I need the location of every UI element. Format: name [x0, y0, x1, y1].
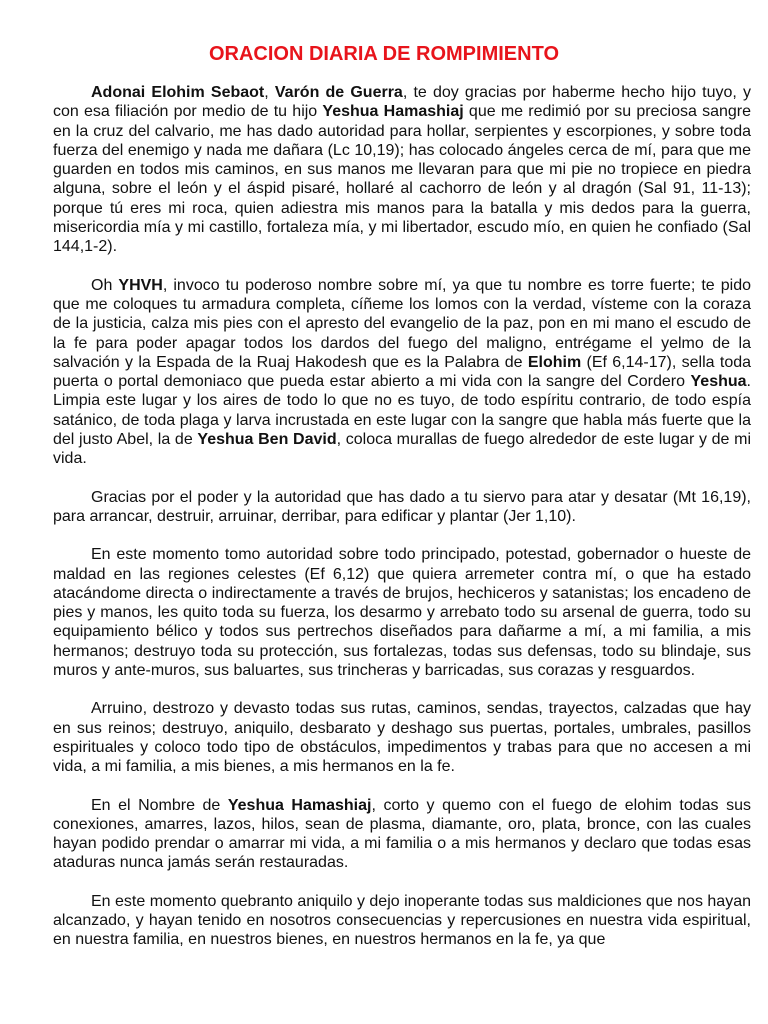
text-run: , invoco tu poderoso nombre sobre mí, ya que tu nombre es torre fuerte; te pido que me coloques tu armadura completa, cíñeme los lomos con la verdad, vísteme con la coraza de la justicia, calza mis pies con el apresto del evangelio de la paz, pon en mi mano el escudo de la fe para poder apagar todos los dardos del fuego del maligno, entrégame el yelmo de la salvación y la Espada de la Ruaj Hakodesh que es la Palabra de [53, 276, 751, 371]
paragraph-5 [53, 699, 751, 776]
text-run: (Ef 6,14-17), sella toda puerta o portal demoniaco que pueda estar abierto a mi vida con la sangre del Cordero [53, 353, 752, 391]
bold-phrase: Yeshua [690, 373, 747, 391]
bold-phrase: Yeshua Hamashiaj [227, 796, 372, 814]
paragraph-2 [53, 276, 751, 469]
text-run: En el Nombre de [91, 796, 228, 814]
document-body [53, 83, 751, 969]
text-run: Gracias por el poder y la autoridad que has dado a tu siervo para atar y desatar (Mt 16,19), para arrancar, destruir, arruinar, derribar, para edificar y plantar (Jer 1,10). [53, 488, 751, 525]
text-run: Arruino, destrozo y devasto todas sus rutas, caminos, sendas, trayectos, calzadas que hay en sus reinos; destruyo, aniquilo, desbarato y deshago sus puertas, portales, umbrales, pasillos espirituales y coloco todo tipo de obstáculos, impedimentos y trabas para que no accesen a mi vida, a mi familia, a mis bienes, a mis hermanos en la fe. [53, 700, 751, 776]
paragraph-6 [53, 796, 751, 873]
bold-phrase: Yeshua Ben David [197, 431, 337, 449]
text-run: , corto y quemo con el fuego de elohim todas sus conexiones, amarres, lazos, hilos, sean de plasma, diamante, oro, plata, bronce, con las cuales hayan podido prendar o amarrar mi vida, a mi familia o a mis hermanos y declaro que todas esas ataduras nunca jamás serán restauradas. [53, 796, 751, 872]
bold-phrase: Yeshua Hamashiaj [322, 103, 464, 121]
bold-phrase: YHVH [118, 276, 163, 294]
paragraph-4 [53, 545, 751, 680]
paragraph-1 [53, 83, 751, 257]
text-run: En este momento tomo autoridad sobre todo principado, potestad, gobernador o hueste de maldad en las regiones celestes (Ef 6,12) que quiera arremeter contra mí, o que ha estado atacándome directa o indirectamente a través de brujos, hechiceros y satanistas; los encadeno de pies y manos, les quito toda su fuerza, los desarmo y arrebato todo su arsenal de guerra, todo su equipamiento bélico y todos sus pertrechos diseñados para dañarme a mí, a mi familia, a mis hermanos; destruyo toda su protección, sus fortalezas, todas sus defensas, todo su blindaje, sus muros y ante-muros, sus baluartes, sus trincheras y barricadas, sus corazas y resguardos. [53, 546, 751, 680]
text-run: , coloca murallas de fuego alrededor de este lugar y de mi vida. [53, 431, 752, 468]
bold-phrase: Varón de Guerra [274, 84, 403, 101]
text-run: . Limpia este lugar y los aires de todo lo que no es tuyo, de todo espíritu contrario, de todo espía satánico, de toda plaga y larva incrustada en este lugar con la sangre que habla más fuerte que la del justo Abel, la de [53, 373, 751, 449]
text-run: En este momento quebranto aniquilo y dejo inoperante todas sus maldiciones que nos hayan alcanzado, y hayan tenido en nosotros consecuencias y repercusiones en nuestra vida espiritual, en nuestra familia, en nuestros bienes, en nuestros hermanos en la fe, ya que [53, 892, 751, 949]
bold-phrase: Adonai Elohim Sebaot [91, 84, 265, 101]
document-title: ORACION DIARIA DE ROMPIMIENTO [208, 43, 559, 65]
text-run: Oh [91, 276, 119, 294]
bold-phrase: Elohim [527, 353, 582, 371]
text-run: que me redimió por su preciosa sangre en la cruz del calvario, me has dado autoridad para hollar, serpientes y escorpiones, y sobre toda fuerza del enemigo y nada me dañara (Lc 10,19); has colocado ángeles cerca de mí, para que me guarden en todos mis caminos, en sus manos me llevaran para que mi pie no tropiece en piedra alguna, sobre el león y el áspid pisaré, hollaré al cachorro de león y al dragón (Sal 91, 11-13); porque tú eres mi roca, quien adiestra mis manos para la batalla y mis dedos para la guerra, misericordia mía y mi castillo, fortaleza mía, y mi libertador, escudo mío, en quien he confiado (Sal 144,1-2). [53, 103, 752, 256]
text-run: , [264, 84, 275, 101]
text-run: , te doy gracias por haberme hecho hijo tuyo, y con esa filiación por medio de tu hijo [53, 84, 751, 121]
paragraph-3 [53, 488, 751, 527]
paragraph-7 [53, 892, 751, 950]
